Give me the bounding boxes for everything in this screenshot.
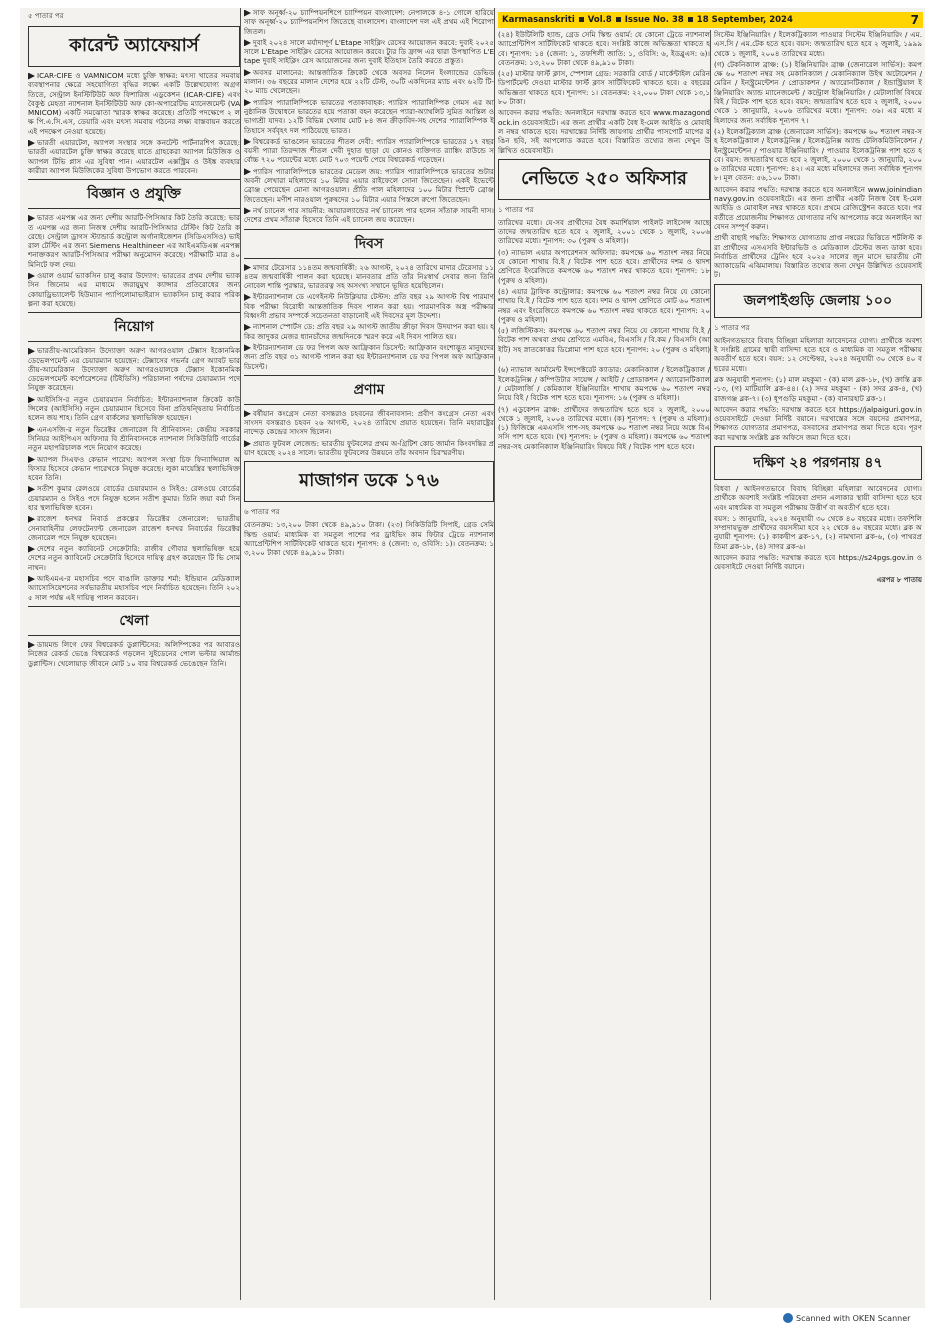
issue-date: 18 September, 2024 (696, 15, 793, 25)
headline-mazagon-dock: মাজাগন ডকে ১৭৬ (244, 461, 494, 502)
bullet-icon (244, 410, 251, 417)
bullet-icon (244, 207, 251, 214)
bullet-icon (28, 641, 35, 648)
bullet-icon (28, 576, 35, 583)
brand-name: Karmasanskriti (502, 15, 575, 25)
column-sports-days: সাফ অনূর্ধ্ব-২০ চ্যাম্পিয়নশিপে চ্যাম্পিয়ন বাংলাদেশ: নেপালকে ৪-১ গোলে হারিয়ে সাফ অনূর্ধ্ব-২০ চ্যাম্পিয়নশিপ জিতেছে বাংলাদেশ। বাংলাদেশ দল এই প্রথম এই শিরোপা জিতল। দুবাই ২০২৪ সালে মর্যাদাপূর্ণ L'Etape সাইক্লিং রেসের আয়োজন করবে: দুবাই ২০২৫ সালে L'Etape সাইক্লিং রেসের আয়োজন করবে। ট্যুর ডি ফ্রান্স এর দ্বারা উপস্থাপিত L'Etape দুবাই সাইক্লিং রেস আয়োজনের জন্য দুবাই ইতিহাস তৈরি করতে প্রস্তুত। অবসর মালানের: আন্তর্জাতিক ক্রিকেট থেকে অবসর নিলেন ইংল্যান্ডের ডেভিড মালান। ৩৬ বছরের মালান দেশের হয়ে ২২টি টেস্ট, ৩০টি একদিনের ম্যাচ এবং ৬২টি টি-২০ ম্যাচ খেলেছেন। প্যারিস প্যারালিম্পিকে ভারতের পতাকাবাহক: প্যারিস প্যারালিম্পিক গেমস এর আনুষ্ঠানিক উদ্বোধনে ভারতের হয়ে পতাকা বহন করেছেন প্যারা-অ্যাথলিট সুমিত আন্তিল ও ভাগ্যশ্রী যাদব। ১২টি বিভিন্ন খেলায় মোট ৮৪ জন ক্রীড়াবিদ-সহ দেশের প্যারালিম্পিক ইতিহাসে সর্ববৃহৎ দল পাঠিয়েছে ভারত। বিশ্বরেকর্ড ভাঙলেন ভারতের শীতল দেবী: প্যারিস প্যারালিম্পিকে ভারতের ১৭ বছর বয়সী প্যারা তিরন্দাজ শীতল দেবী দুহাত ছাড়া যে কোনও ব্যক্তিগত র‍্যাঙ্কিং রাউন্ডে সর্বোচ্চ ৭২০ পয়েন্টের মধ্যে মোট ৭০৩ পয়েন্ট পেয়ে বিশ্বরেকর্ড গড়েছেন। প্যারিস প্যারালিম্পিকে ভারতের মেডেল জয়: প্যারিস প্যারালিম্পিকে ভারতের শুটার অবনী লেখারা মহিলাদের ১০ মিটার এয়ার রাইফেলে সোনা জিতেছেন। একই ইভেন্টে ব্রোঞ্জ পেয়েছেন মোনা আগরওয়াল। প্রীতি পাল মহিলাদের ১০০ মিটার স্প্রিন্টে ব্রোঞ্জ জিতেছেন। মণীশ নারওয়াল পুরুষদের ১০ মিটার এয়ার পিস্তলে রুপো জিতেছেন। নৰ্থ চ্যানেল পার সায়নীর: আয়ারল্যান্ডের নর্থ চ্যানেল পার হলেন সাঁতারু সায়নী দাস। দেশের প্রথম সাঁতারু হিসেবে তিনি এই চ্যানেল জয় করেছেন। দিবস মাদার টেরেসার ১১৪তম জন্মবার্ষিকী: ২৬ আগস্ট, ২০২৪ তারিখে মাদার টেরেসার ১১৪তম জন্মবার্ষিকী পালন করা হয়েছে। মানবতার প্রতি তাঁর নিঃস্বার্থ সেবার জন্য তিনি নোবেল শান্তি পুরস্কার, ভারতরত্ন সহ অসংখ্য সম্মানে ভূষিত হয়েছিলেন। ইন্টারন্যাশনাল ডে এগেইনস্ট নিউক্লিয়ার টেস্টস: প্রতি বছর ২৯ আগস্ট বিশ্ব পারমাণবিক পরীক্ষা বিরোধী আন্তর্জাতিক দিবস পালন করা হয়। পারমাণবিক অস্ত্র পরীক্ষার বিধ্বংসী প্রভাব সম্পর্কে সচেতনতা বাড়ানোই এই দিবসের মূল উদ্দেশ্য। ন্যাশনাল স্পোর্টস ডে: প্রতি বছর ২৯ আগস্ট জাতীয় ক্রীড়া দিবস উদযাপন করা হয়। হকির জাদুকর মেজর ধ্যানচাঁদের জন্মদিনকে স্মরণ করে এই দিবস পালিত হয়। ইন্টারন্যাশনাল ডে ফর পিপল অফ আফ্রিকান ডিসেন্ট: আফ্রিকান বংশোদ্ভূত মানুষদের জন্য প্রতি বছর ৩১ আগস্ট পালন করা হয় ইন্টারন্যাশনাল ডে ফর পিপল অফ আফ্রিকান ডিসেন্ট। প্রণাম বর্ষীয়ান কংগ্রেস নেতা বসন্তরাও চহবনের জীবনাবসান: প্রবীণ কংগ্রেস নেতা এবং সাংসদ বসন্তরাও চহবন ২৬ আগস্ট, ২০২৪ তারিখে প্রয়াত হয়েছেন। তিনি মহারাষ্ট্রের নান্দেড় কেন্দ্রের সাংসদ ছিলেন। প্রয়াত ফুটবল লেজেন্ড: ভারতীয় ফুটবলের প্রথম অ-গ্রিটিশ কোচ জার্মান কিংবদন্তির প্রয়াণ হয়েছে ২০২৪ সালে। ভারতীয় ফুটবলের উন্নয়নে তাঁর অবদান চিরস্মরণীয়। মাজাগন ডকে ১৭৬ ৬ পাতার পর বেতনক্রম: ১৩,২০০ টাকা থেকে ৪৯,৯১০ টাকা। (২৩) সিকিউরিটি সিপাই, গ্রেড সেমি স্কিল্ড ওয়ার্ম: মাধ্যমিক বা সমতুল পাশের পর ড্রাইভিং কাম ফিটার ট্রেডে ন্যাশনাল অ্যাপ্রেন্টিশিপ সার্টিফিকেট থাকতে হবে। শূন্যপদ: ৪ (জেনা: ৩, ওবিসি: ১)। বেতনক্রম: ১৩,২০০ টাকা থেকে ৪৯,৯১০ টাকা। (244, 8, 495, 1300)
section-title-days: দিবস (244, 229, 494, 259)
bullet-icon (28, 140, 35, 147)
bullet-icon (244, 138, 251, 145)
masthead-bar: Karmasanskriti Vol.8 Issue No. 38 18 September, 2024 7 (498, 12, 923, 28)
column-current-affairs: ৫ পাতার পর কারেন্ট অ্যাফেয়ার্স ICAR-CIFE ও VAMNICOM মধ্যে চুক্তি স্বাক্ষর: মৎস্য খাতের সমবায় ব্যবস্থাপনার ক্ষেত্রে সহযোগিতা বৃদ্ধির লক্ষ্যে একটি উল্লেখযোগ্য অগ্রগতিতে, সেন্ট্রাল ইনস্টিটিউট অফ ফিশারিজ এডুকেশন (ICAR-CIFE) এবং বৈকুণ্ঠ মেহতা ন্যাশনাল ইনস্টিটিউট অফ কো-অপারেটিভ ম্যানেজমেন্ট (VAMNICOM) একটি সমঝোতা স্মারক স্বাক্ষর করেছে। প্রতিটি পদক্ষেপে ২ লক্ষ পি.এ.সি.এস, ডেয়ারি এবং মৎস্য সমবায় গঠনের লক্ষ্য বাস্তবায়ন করতে এই পদক্ষেপ নেওয়া হয়েছে। ভারতী এয়ারটেল, অ্যাপল সংস্থার সঙ্গে কনটেন্ট পার্টনারশিপ করেছে: ভারতী এয়ারটেল চুক্তি স্বাক্ষর করেছে যাতে গ্রাহকেরা অ্যাপল মিউজিক ও অ্যাপল টিভি প্লাস এর সুবিধা পান। এয়ারটেল এক্সস্ট্রিম ও উইঙ্ক ব্যবহারকারীরা অ্যাপল মিউজিকের সুবিধা উপভোগ করতে পারবেন। বিজ্ঞান ও প্রযুক্তি ভারত এমপক্স এর জন্য দেশীয় আরটি-পিসিআর কিট তৈরি করেছে: ভারত এমপক্স এর জন্য নিজস্ব দেশীয় আরটি-পিসিআর টেস্টিং কিট তৈরি করেছে। সেন্ট্রাল ড্রাগস স্ট্যান্ডার্ড কন্ট্রোল অর্গানাইজেশন (সিডিএসসিও) ভাইরাল টেস্টিং এর জন্য Siemens Healthineer এর আইএমডিএক্স এমপক্স শনাক্তকরণ আরটি-পিসিআর পরীক্ষা অনুমোদন করেছে। পরীক্ষাটি মাত্র ৪০ মিনিটে ফল দেয়। ওয়াল ওয়ার্ম ভ্যাকসিন চালু করার উদ্যোগ: ভারতের প্রথম দেশীয় ভ্যাকসিন জিনোম এর মাধ্যমে জরায়ুমুখ ক্যান্সার প্রতিরোধের জন্য কোয়াড্রিভ্যালেন্ট হিউম্যান প্যাপিলোমাভাইরাস ভ্যাকসিন চালু করার পরিকল্পনা করা হয়েছে। নিয়োগ ভারতীয়-আমেরিকান উদ্যোক্তা অরুণ আগরওয়াল টেক্সাস ইকোনমিক ডেভেলপমেন্ট এর চেয়ারম্যান হয়েছেন: টেক্সাসের গভর্নর গ্রেগ অ্যাবট ভারতীয়-আমেরিকান উদ্যোক্তা অরুণ আগরওয়ালকে টেক্সাস ইকোনমিক ডেভেলপমেন্ট কর্পোরেশনের (টিইডিসি) পরিচালনা পর্ষদের চেয়ারম্যান পদে নিযুক্ত করেছেন। আইসিসি-র নতুন চেয়ারম্যান নির্বাচিত: ইন্টারন্যাশনাল ক্রিকেট কাউন্সিলের (আইসিসি) নতুন চেয়ারম্যান হিসেবে বিনা প্রতিদ্বন্দ্বিতায় নির্বাচিত হলেন জয় শাহ। তিনি গ্রেগ বার্কলের স্থলাভিষিক্ত হয়েছেন। এনএসজি-র নতুন ডিরেক্টর জেনারেল বি শ্রীনিবাসন: কেন্দ্রীয় সরকার সিনিয়র আইপিএস অফিসার বি শ্রীনিবাসনকে ন্যাশনাল সিকিউরিটি গার্ডের নতুন মহাপরিচালক পদে নিয়োগ করেছে। অ্যাপল সিএফও কেভান পারেখ: অ্যাপল সংস্থা চিফ ফিন্যান্সিয়াল অফিসার হিসেবে কেভান পারেখকে নিযুক্ত করেছে। লুকা মায়েস্ত্রির স্থলাভিষিক্ত হবেন তিনি। সতীশ কুমার রেলওয়ে বোর্ডের চেয়ারম্যান ও সিইও: রেলওয়ে বোর্ডের চেয়ারম্যান ও সিইও পদে নিযুক্ত হলেন সতীশ কুমার। তিনি জয়া বর্মা সিনহার স্থলাভিষিক্ত হবেন। রাজেশ ধনখর নিবার্ড প্রকল্পের ডিরেক্টর জেনারেল: ভারতীয় সেনাবাহিনীর লেফটেন্যান্ট জেনারেল রাজেশ ধনখর নিবার্ডের ডিরেক্টর জেনারেল পদে নিযুক্ত হয়েছেন। দেশের নতুন ক্যাবিনেট সেক্রেটারি: রাজীব গৌবার স্থলাভিষিক্ত হয়ে দেশের নতুন ক্যাবিনেট সেক্রেটারি হিসেবে দায়িত্ব গ্রহণ করেছেন টি ভি সোমনাথন। আইএমএ-র মহাসচিব পদে বাঙালি ডাক্তার শর্মা: ইন্ডিয়ান মেডিক্যাল অ্যাসোসিয়েশনের সর্বভারতীয় মহাসচিব পদে নির্বাচিত হয়েছেন। তিনি ২০২৫ সাল পর্যন্ত এই দায়িত্ব পালন করবেন। খেলা ডায়মন্ড লিগে ফের বিশ্বরেকর্ড ডুপ্লান্টিসের: অলিম্পিকের পর আবারও নিজের রেকর্ড ভেঙে বিশ্বরেকর্ড গড়লেন সুইডেনের পোল ভল্টার আর্মান্ড ডুপ্লান্টিস। খেলোয়াড় জীবনে মোট ১০ বার বিশ্বরেকর্ড ভেঙেছেন তিনি। (28, 8, 241, 1300)
continued-from: ১ পাতার পর (714, 323, 750, 332)
bullet-icon (28, 273, 35, 280)
bullet-icon (244, 10, 251, 17)
bullet-icon (28, 396, 35, 403)
separator-icon (579, 17, 584, 22)
separator-icon (688, 17, 693, 22)
bullet-icon (28, 546, 35, 553)
section-title-science: বিজ্ঞান ও প্রযুক্তি (28, 179, 240, 209)
bullet-icon (28, 73, 35, 80)
section-title-appointment: নিয়োগ (28, 312, 240, 342)
headline-navy-officer: নেভিতে ২৫০ অফিসার (498, 159, 710, 200)
bullet-icon (244, 39, 251, 46)
bullet-icon (28, 348, 35, 355)
separator-icon (616, 17, 621, 22)
bullet-icon (244, 69, 251, 76)
headline-jalpaiguri: জলপাইগুড়ি জেলায় ১০০ (714, 284, 922, 318)
bullet-icon (244, 168, 251, 175)
section-title-sports: খেলা (28, 606, 240, 636)
oken-scanner-logo-icon (783, 1313, 793, 1323)
bullet-icon (28, 486, 35, 493)
column-mazagon-navy: (২৪) ইউটিলিটি হ্যান্ড, গ্রেড সেমি স্কিল্ড ওয়ার্ম: যে কোনো ট্রেডে ন্যাশনাল অ্যাপ্রেন্টিশিপ সার্টিফিকেট থাকতে হবে। সংশ্লিষ্ট কাজে অভিজ্ঞতা থাকতে হবে। শূন্যপদ: ১৪ (জেনা: ১, তফশিলী জাতি: ১, ওবিসি: ৬, ইডব্লুএস: ৬)। বেতনক্রম: ১৩,২০০ টাকা থেকে ৪৯,৯১০ টাকা। (২৫) মাস্টার ফার্স্ট ক্লাস, স্পেশাল গ্রেড: সরকারি বোর্ড / মার্কেন্টাইল মেরিন ডিপার্টমেন্ট দেওয়া মাস্টার ফার্স্ট ক্লাস সার্টিফিকেট থাকতে হবে। ৫ বছরের অভিজ্ঞতা থাকতে হবে। শূন্যপদ: ১। বেতনক্রম: ২২,০০০ টাকা থেকে ১৩,১৮০ টাকা। আবেদন করার পদ্ধতি: অনলাইনে দরখাস্ত করতে হবে www.mazagondock.in ওয়েবসাইটে। এর জন্য প্রার্থীর একটি বৈধ ই-মেল আইডি ও মোবাইল নম্বর থাকতে হবে। দরখাস্তের নির্দিষ্ট জায়গায় প্রার্থীর পাসপোর্ট মাপের রঙিন ছবি, সই আপলোড করতে হবে। বিস্তারিত তথ্যের জন্য দেখুন উল্লিখিত ওয়েবসাইট। নেভিতে ২৫০ অফিসার ১ পাতার পর তারিখের মধ্যে। যে-সব প্রার্থীদের বৈধ কমার্শিয়াল পাইলট লাইসেন্স আছে তাদের জন্মতারিখ হতে হবে ২ জুলাই, ২০০১ থেকে ১ জুলাই, ২০০৬ তারিখের মধ্যে। শূন্যপদ: ৩০ (পুরুষ ও মহিলা)। (৩) ন্যাভাল এয়ার অপারেশনস অফিসার: কমপক্ষে ৬০ শতাংশ নম্বর নিয়ে যে কোনো শাখায় বি.ই / বিটেক পাশ হতে হবে। প্রার্থীদের দশম ও দ্বাদশ শ্রেণিতে ইংরেজিতে কমপক্ষে ৬০ শতাংশ নম্বর থাকতে হবে। শূন্যপদ: ১৮ (পুরুষ ও মহিলা)। (৪) এয়ার ট্রাফিক কন্ট্রোলার: কমপক্ষে ৬০ শতাংশ নম্বর নিয়ে যে কোনো শাখায় বি.ই / বিটেক পাশ হতে হবে। দশম ও দ্বাদশ শ্রেণিতে মোট ৬০ শতাংশ নম্বর এবং ইংরেজিতে কমপক্ষে ৬০ শতাংশ নম্বর থাকতে হবে। শূন্যপদ: ২০ (পুরুষ ও মহিলা)। (৫) লজিস্টিকস: কমপক্ষে ৬০ শতাংশ নম্বর নিয়ে যে কোনো শাখায় বি.ই / বিটেক পাশ অথবা প্রথম শ্রেণিতে এমবিএ, বিএসসি / বি.কম / বিএসসি (আইটি) সহ স্নাতকোত্তর ডিপ্লোমা পাশ হতে হবে। শূন্যপদ: ২০ (পুরুষ ও মহিলা)। (৬) ন্যাভাল আর্মামেন্ট ইন্সপেক্টরেট ক্যাডার: মেকানিক্যাল / ইলেকট্রিক্যাল / ইলেকট্রনিক্স / কম্পিউটার সায়েন্স / আইটি / প্রোডাকশন / অ্যারোনটিক্যাল / মেটালার্জি / কেমিক্যাল ইঞ্জিনিয়ারিং শাখায় কমপক্ষে ৬০ শতাংশ নম্বর নিয়ে বিই / বিটেক পাশ হতে হবে। শূন্যপদ: ১৬ (পুরুষ ও মহিলা)। (৭) এডুকেশন ব্রাঞ্চ: প্রার্থীদের জন্মতারিখ হতে হবে ২ জুলাই, ২০০০ থেকে ১ জুলাই, ২০০৪ তারিখের মধ্যে। (ক) শূন্যপদ: ৭ (পুরুষ ও মহিলা)। (১) ফিজিক্সে এমএসসি পাশ-সহ কমপক্ষে ৬০ শতাংশ নম্বর নিয়ে অঙ্কে বিএসসি পাশ হতে হবে। (খ) শূন্যপদ: ৮ (পুরুষ ও মহিলা)। কমপক্ষে ৬০ শতাংশ নম্বর-সহ মেকানিক্যাল ইঞ্জিনিয়ারিং বিষয়ে বিই / বিটেক পাশ হতে হবে। (498, 30, 711, 1300)
newspaper-page (20, 8, 925, 1308)
bullet-icon (28, 456, 35, 463)
column-navy-district: সিস্টেম ইঞ্জিনিয়ারিং / ইলেকট্রিক্যাল পাওয়ার সিস্টেম ইঞ্জিনিয়ারিং / এম.এস.সি / এম.টেক হতে হবে। বয়স: জন্মতারিখ হতে হবে ২ জুলাই, ১৯৯৯ থেকে ১ জুলাই, ২০০৪ তারিখের মধ্যে। (গ) টেকনিক্যাল ব্রাঞ্চ: (১) ইঞ্জিনিয়ারিং ব্রাঞ্চ (জেনারেল সার্ভিস): কমপক্ষে ৬০ শতাংশ নম্বর সহ মেকানিক্যাল / মেকানিক্যাল উইথ অটোমেশন / মেরিন / ইনস্ট্রুমেন্টেশন / প্রোডাকশন / অ্যারোনটিক্যাল / ইন্ডাস্ট্রিয়াল ইঞ্জিনিয়ারিং অ্যান্ড ম্যানেজমেন্ট / কন্ট্রোল ইঞ্জিনিয়ারিং / মেটালার্জি বিষয়ে বিই / বিটেক পাশ হতে হবে। বয়স: জন্মতারিখ হতে হবে ২ জুলাই, ২০০০ থেকে ১ জানুয়ারি, ২০০৬ তারিখের মধ্যে। শূন্যপদ: ৩৬। এর মধ্যে মহিলাদের জন্য সর্বাধিক শূন্যপদ ৭। (২) ইলেকট্রিক্যাল ব্রাঞ্চ (জেনারেল সার্ভিস): কমপক্ষে ৬০ শতাংশ নম্বর-সহ ইলেকট্রিক্যাল / ইলেকট্রনিক্স / ইলেকট্রনিক্স অ্যান্ড টেলিকমিউনিকেশন / ইনস্ট্রুমেন্টেশন / পাওয়ার ইঞ্জিনিয়ারিং / পাওয়ার ইলেকট্রনিক্স পাশ হতে হবে। বয়স: জন্মতারিখ হতে হবে ২ জুলাই, ২০০০ থেকে ১ জানুয়ারি, ২০০৬ তারিখের মধ্যে। শূন্যপদ: ৪২। এর মধ্যে মহিলাদের জন্য সর্বাধিক শূন্যপদ ৮। মূল বেতন: ৫৬,১০০ টাকা। আবেদন করার পদ্ধতি: দরখাস্ত করতে হবে অনলাইনে www.joinindiannavy.gov.in ওয়েবসাইটে। এর জন্য প্রার্থীর একটি নিজস্ব বৈধ ই-মেল আইডি ও মোবাইল নম্বর থাকতে হবে। প্রথমে রেজিস্ট্রেশন করতে হবে। পরবর্তীতে প্রয়োজনীয় শিক্ষাগত যোগ্যতার নথি আপলোড করে অনলাইন আবেদন সম্পূর্ণ করুন। প্রার্থী বাছাই পদ্ধতি: শিক্ষাগত যোগ্যতায় প্রাপ্ত নম্বরের ভিত্তিতে শর্টলিস্ট করা প্রার্থীদের এসএসবি ইন্টারভিউ ও মেডিক্যাল টেস্টের জন্য ডাকা হবে। নির্বাচিত প্রার্থীদের ট্রেনিং হবে ২০২৫ সালের জুন মাসে ভারতীয় নৌ অ্যাকাডেমি এঝিমালায়। বিস্তারিত তথ্যের জন্য দেখুন উল্লিখিত ওয়েবসাইট। জলপাইগুড়ি জেলায় ১০০ ১ পাতার পর আইনগতভাবে বিবাহ বিচ্ছিন্না মহিলারা আবেদনের যোগ্য। প্রার্থীকে অবশ্যই সংশ্লিষ্ট গ্রামের স্থায়ী বাসিন্দা হতে হবে ও মাধ্যমিক বা সমতুল পরীক্ষায় অবতীর্ণ হতে হবে। বয়স: ১২ সেপ্টেম্বর, ২০২৪ অনুযায়ী ৩০ থেকে ৪০ বছরের মধ্যে। ব্লক অনুযায়ী শূন্যপদ: (১) মাল মহকুমা - (ক) মাল ব্লক-১৮, (খ) ক্রান্তি ব্লক-১৩, (গ) মাটিয়ালি ব্লক-৪৪। (২) সদর মহকুমা - (ক) সদর ব্লক-৪, (খ) রাজগঞ্জ ব্লক-৭। (৩) ধূপগুড়ি মহকুমা - (ক) বানারহাট ব্লক-১। আবেদন করার পদ্ধতি: দরখাস্ত করতে হবে https://jalpaiguri.gov.in ওয়েবসাইটে দেওয়া নির্দিষ্ট বয়ানে। দরখাস্তের সঙ্গে বয়সের প্রমাণপত্র, শিক্ষাগত যোগ্যতার প্রমাণপত্র, বসবাসের প্রমাণপত্র জমা দিতে হবে। পূরণ করা দরখাস্ত সংশ্লিষ্ট ব্লক অফিসে জমা দিতে হবে। দক্ষিণ ২৪ পরগনায় ৪৭ বিধবা / আইনগতভাবে বিবাহ বিচ্ছিন্না মহিলারা আবেদনের যোগ্য। প্রার্থীকে অবশ্যই সংশ্লিষ্ট পরিষেবা প্রদান এলাকার স্থায়ী বাসিন্দা হতে হবে এবং মাধ্যমিক বা সমতুল পরীক্ষায় উত্তীর্ণ বা অবতীর্ণ হতে হবে। বয়স: ১ জানুয়ারি, ২০২৪ অনুযায়ী ৩০ থেকে ৪০ বছরের মধ্যে। তফশিলি সম্প্রদায়ভুক্ত প্রার্থীদের বয়সসীমা হবে ২২ থেকে ৪০ বছরের মধ্যে। ব্লক অনুযায়ী শূন্যপদ: (১) কাকদ্বীপ ব্লক-১৭, (২) নামখানা ব্লক-৬, (৩) পাথরপ্রতিমা ব্লক-১৮, (৪) সাগর ব্লক-৬। আবেদন করার পদ্ধতি: দরখাস্ত করতে হবে https://s24pgs.gov.in ওয়েবসাইটে দেওয়া নির্দিষ্ট বয়ানে। এরপর ৮ পাতায় (714, 30, 922, 584)
section-title-current-affairs: কারেন্ট অ্যাফেয়ার্স (28, 26, 240, 67)
article-body: ICAR-CIFE ও VAMNICOM মধ্যে চুক্তি স্বাক্ষর: মৎস্য খাতের সমবায় ব্যবস্থাপনার ক্ষেত্রে সহযোগিতা বৃদ্ধির লক্ষ্যে একটি উল্লেখযোগ্য অগ্রগতিতে, সেন্ট্রাল ইনস্টিটিউট অফ ফিশারিজ এডুকেশন (ICAR-CIFE) এবং বৈকুণ্ঠ মেহতা ন্যাশনাল ইনস্টিটিউট অফ কো-অপারেটিভ ম্যানেজমেন্ট (VAMNICOM) একটি সমঝোতা স্মারক স্বাক্ষর করেছে। প্রতিটি পদক্ষেপে ২ লক্ষ পি.এ.সি.এস, ডেয়ারি এবং মৎস্য সমবায় গঠনের লক্ষ্য বাস্তবায়ন করতে এই পদক্ষেপ নেওয়া হয়েছে। ভারতী এয়ারটেল, অ্যাপল সংস্থার সঙ্গে কনটেন্ট পার্টনারশিপ করেছে: ভারতী এয়ারটেল চুক্তি স্বাক্ষর করেছে যাতে গ্রাহকেরা অ্যাপল মিউজিক ও অ্যাপল টিভি প্লাস এর সুবিধা পান। এয়ারটেল এক্সস্ট্রিম ও উইঙ্ক ব্যবহারকারীরা অ্যাপল মিউজিকের সুবিধা উপভোগ করতে পারবেন। (28, 71, 240, 175)
bullet-icon (244, 344, 251, 351)
bullet-icon (244, 294, 251, 301)
bullet-icon (28, 215, 35, 222)
continued-from: ৬ পাতার পর (244, 508, 280, 517)
continued-from: ৫ পাতার পর (28, 12, 64, 20)
bullet-icon (28, 516, 35, 523)
section-title-obituary: প্রণাম (244, 375, 494, 405)
scanner-watermark: Scanned with OKEN Scanner (796, 1314, 911, 1323)
bullet-icon (244, 440, 251, 447)
continued-to: এরপর ৮ পাতায় (876, 575, 922, 584)
bullet-icon (244, 264, 251, 271)
bullet-icon (28, 426, 35, 433)
page-number: 7 (910, 13, 919, 27)
continued-from: ১ পাতার পর (498, 205, 534, 214)
headline-south-24-parganas: দক্ষিণ ২৪ পরগনায় ৪৭ (714, 446, 922, 480)
bullet-icon (244, 99, 251, 106)
bullet-icon (244, 324, 251, 331)
